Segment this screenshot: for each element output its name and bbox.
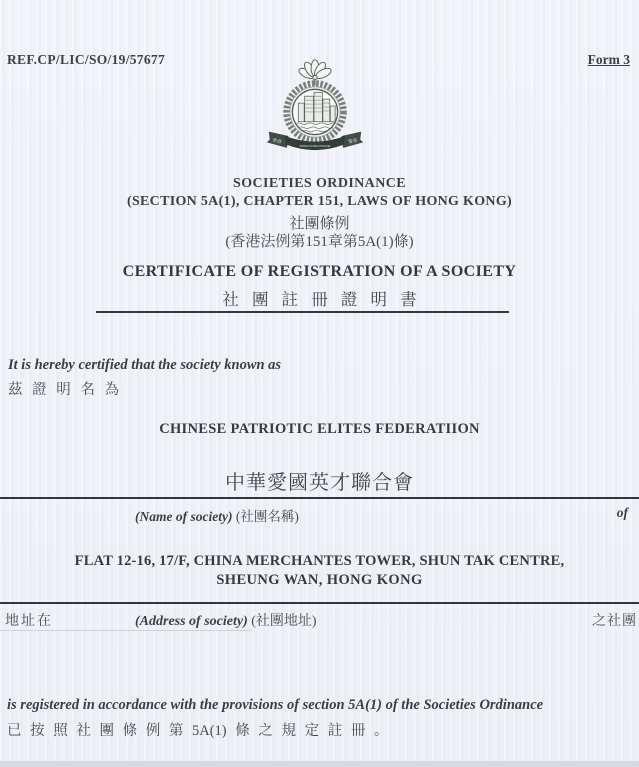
certificate-title-en: CERTIFICATE OF REGISTRATION OF A SOCIETY bbox=[122, 263, 517, 280]
address-caption bbox=[135, 610, 317, 630]
address-caption-en: (Address of society) bbox=[135, 614, 248, 629]
name-caption-zh: (社團名稱) bbox=[235, 509, 299, 524]
certified-statement-en: It is hereby certified that the society known as bbox=[8, 357, 282, 373]
society-name-zh: 中華愛國英才聯合會 bbox=[225, 472, 414, 494]
emblem-banner-left-text: 香港 bbox=[272, 137, 282, 145]
ordinance-subtitle-zh: (香港法例第151章第5A(1)條) bbox=[225, 234, 414, 250]
hong-kong-police-emblem-icon bbox=[256, 57, 374, 159]
society-address-line2: SHEUNG WAN, HONG KONG bbox=[216, 572, 423, 588]
name-caption bbox=[135, 505, 299, 525]
form-number-label: Form 3 bbox=[587, 52, 630, 67]
ordinance-subtitle-en: (SECTION 5A(1), CHAPTER 151, LAWS OF HONG KONG) bbox=[127, 194, 512, 209]
faint-scan-line bbox=[0, 630, 252, 631]
address-prefix-zh: 地址在 bbox=[5, 614, 53, 629]
registered-statement-zh: 已 按 照 社 團 條 例 第 5A(1) 條 之 規 定 註 冊 。 bbox=[7, 723, 389, 739]
society-address-line bbox=[0, 602, 639, 604]
society-name-line bbox=[0, 497, 639, 499]
registered-statement-en: is registered in accordance with the provisions of section 5A(1) of the Societies Ordinance bbox=[7, 697, 544, 713]
ordinance-title-zh: 社團條例 bbox=[289, 216, 350, 232]
name-caption-en: (Name of society) bbox=[135, 509, 233, 524]
ordinance-title-en: SOCIETIES ORDINANCE bbox=[233, 176, 406, 191]
emblem-banner-text: HONG KONG POLICE bbox=[299, 143, 331, 148]
address-caption-zh: (社團地址) bbox=[251, 614, 317, 629]
society-name-en: CHINESE PATRIOTIC ELITES FEDERATIION bbox=[159, 421, 480, 437]
certificate-title-zh: 社 團 註 冊 證 明 書 bbox=[222, 290, 417, 309]
certified-statement-zh: 茲 證 明 名 為 bbox=[8, 382, 119, 398]
emblem-banner-right-text: 警察 bbox=[348, 137, 358, 145]
scan-bottom-edge bbox=[0, 761, 639, 767]
society-address-line1: FLAT 12-16, 17/F, CHINA MERCHANTES TOWER, SHUN TAK CENTRE, bbox=[74, 553, 565, 569]
title-underline bbox=[96, 311, 509, 313]
address-suffix-zh: 之社團 bbox=[592, 614, 637, 629]
ref-number: REF.CP/LIC/SO/19/57677 bbox=[7, 52, 166, 67]
of-label: of bbox=[616, 505, 628, 520]
